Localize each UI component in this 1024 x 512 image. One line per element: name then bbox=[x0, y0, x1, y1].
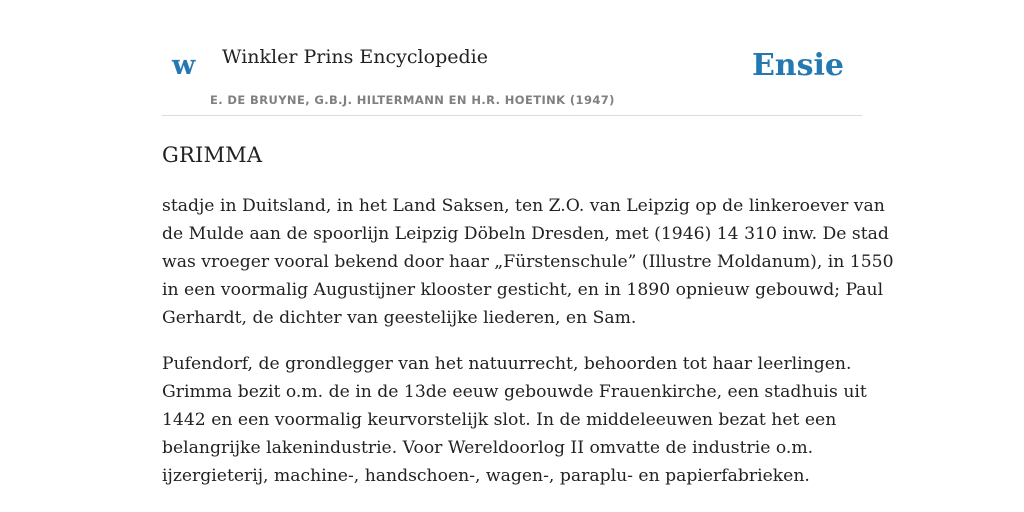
paragraph-line: de Mulde aan de spoorlijn Leipzig Döbeln Dresden, met (1946) 14 310 inw. De stad bbox=[162, 224, 889, 244]
article-paragraph-2 bbox=[162, 350, 867, 490]
paragraph-line: in een voormalig Augustijner klooster gesticht, en in 1890 opnieuw gebouwd; Paul bbox=[162, 280, 884, 300]
paragraph-line: Grimma bezit o.m. de in de 13de eeuw gebouwde Frauenkirche, een stadhuis uit bbox=[162, 382, 867, 402]
article bbox=[162, 140, 894, 490]
paragraph-line: Gerhardt, de dichter van geestelijke liederen, en Sam. bbox=[162, 308, 637, 328]
article-paragraph-1 bbox=[162, 192, 894, 332]
article-headword: GRIMMA bbox=[162, 143, 263, 167]
paragraph-line: stadje in Duitsland, in het Land Saksen, ten Z.O. van Leipzig op de linkeroever van bbox=[162, 196, 885, 216]
paragraph-line: ijzergieterij, machine-, handschoen-, wagen-, paraplu- en papierfabrieken. bbox=[162, 466, 810, 486]
paragraph-line: 1442 en een voormalig keurvorstelijk slot. In de middeleeuwen bezat het een bbox=[162, 410, 837, 430]
page-header bbox=[162, 40, 862, 116]
authors-subtitle: E. DE BRUYNE, G.B.J. HILTERMANN EN H.R. HOETINK (1947) bbox=[210, 93, 615, 107]
ensie-brand-logo[interactable]: Ensie bbox=[751, 48, 844, 83]
paragraph-line: belangrijke lakenindustrie. Voor Wereldoorlog II omvatte de industrie o.m. bbox=[162, 438, 814, 458]
winkler-prins-logo[interactable]: w bbox=[172, 50, 196, 81]
paragraph-line: Pufendorf, de grondlegger van het natuurrecht, behoorden tot haar leerlingen. bbox=[162, 354, 852, 374]
site-title[interactable]: Winkler Prins Encyclopedie bbox=[222, 46, 488, 68]
paragraph-line: was vroeger vooral bekend door haar „Fürstenschule” (Illustre Moldanum), in 1550 bbox=[162, 252, 894, 272]
